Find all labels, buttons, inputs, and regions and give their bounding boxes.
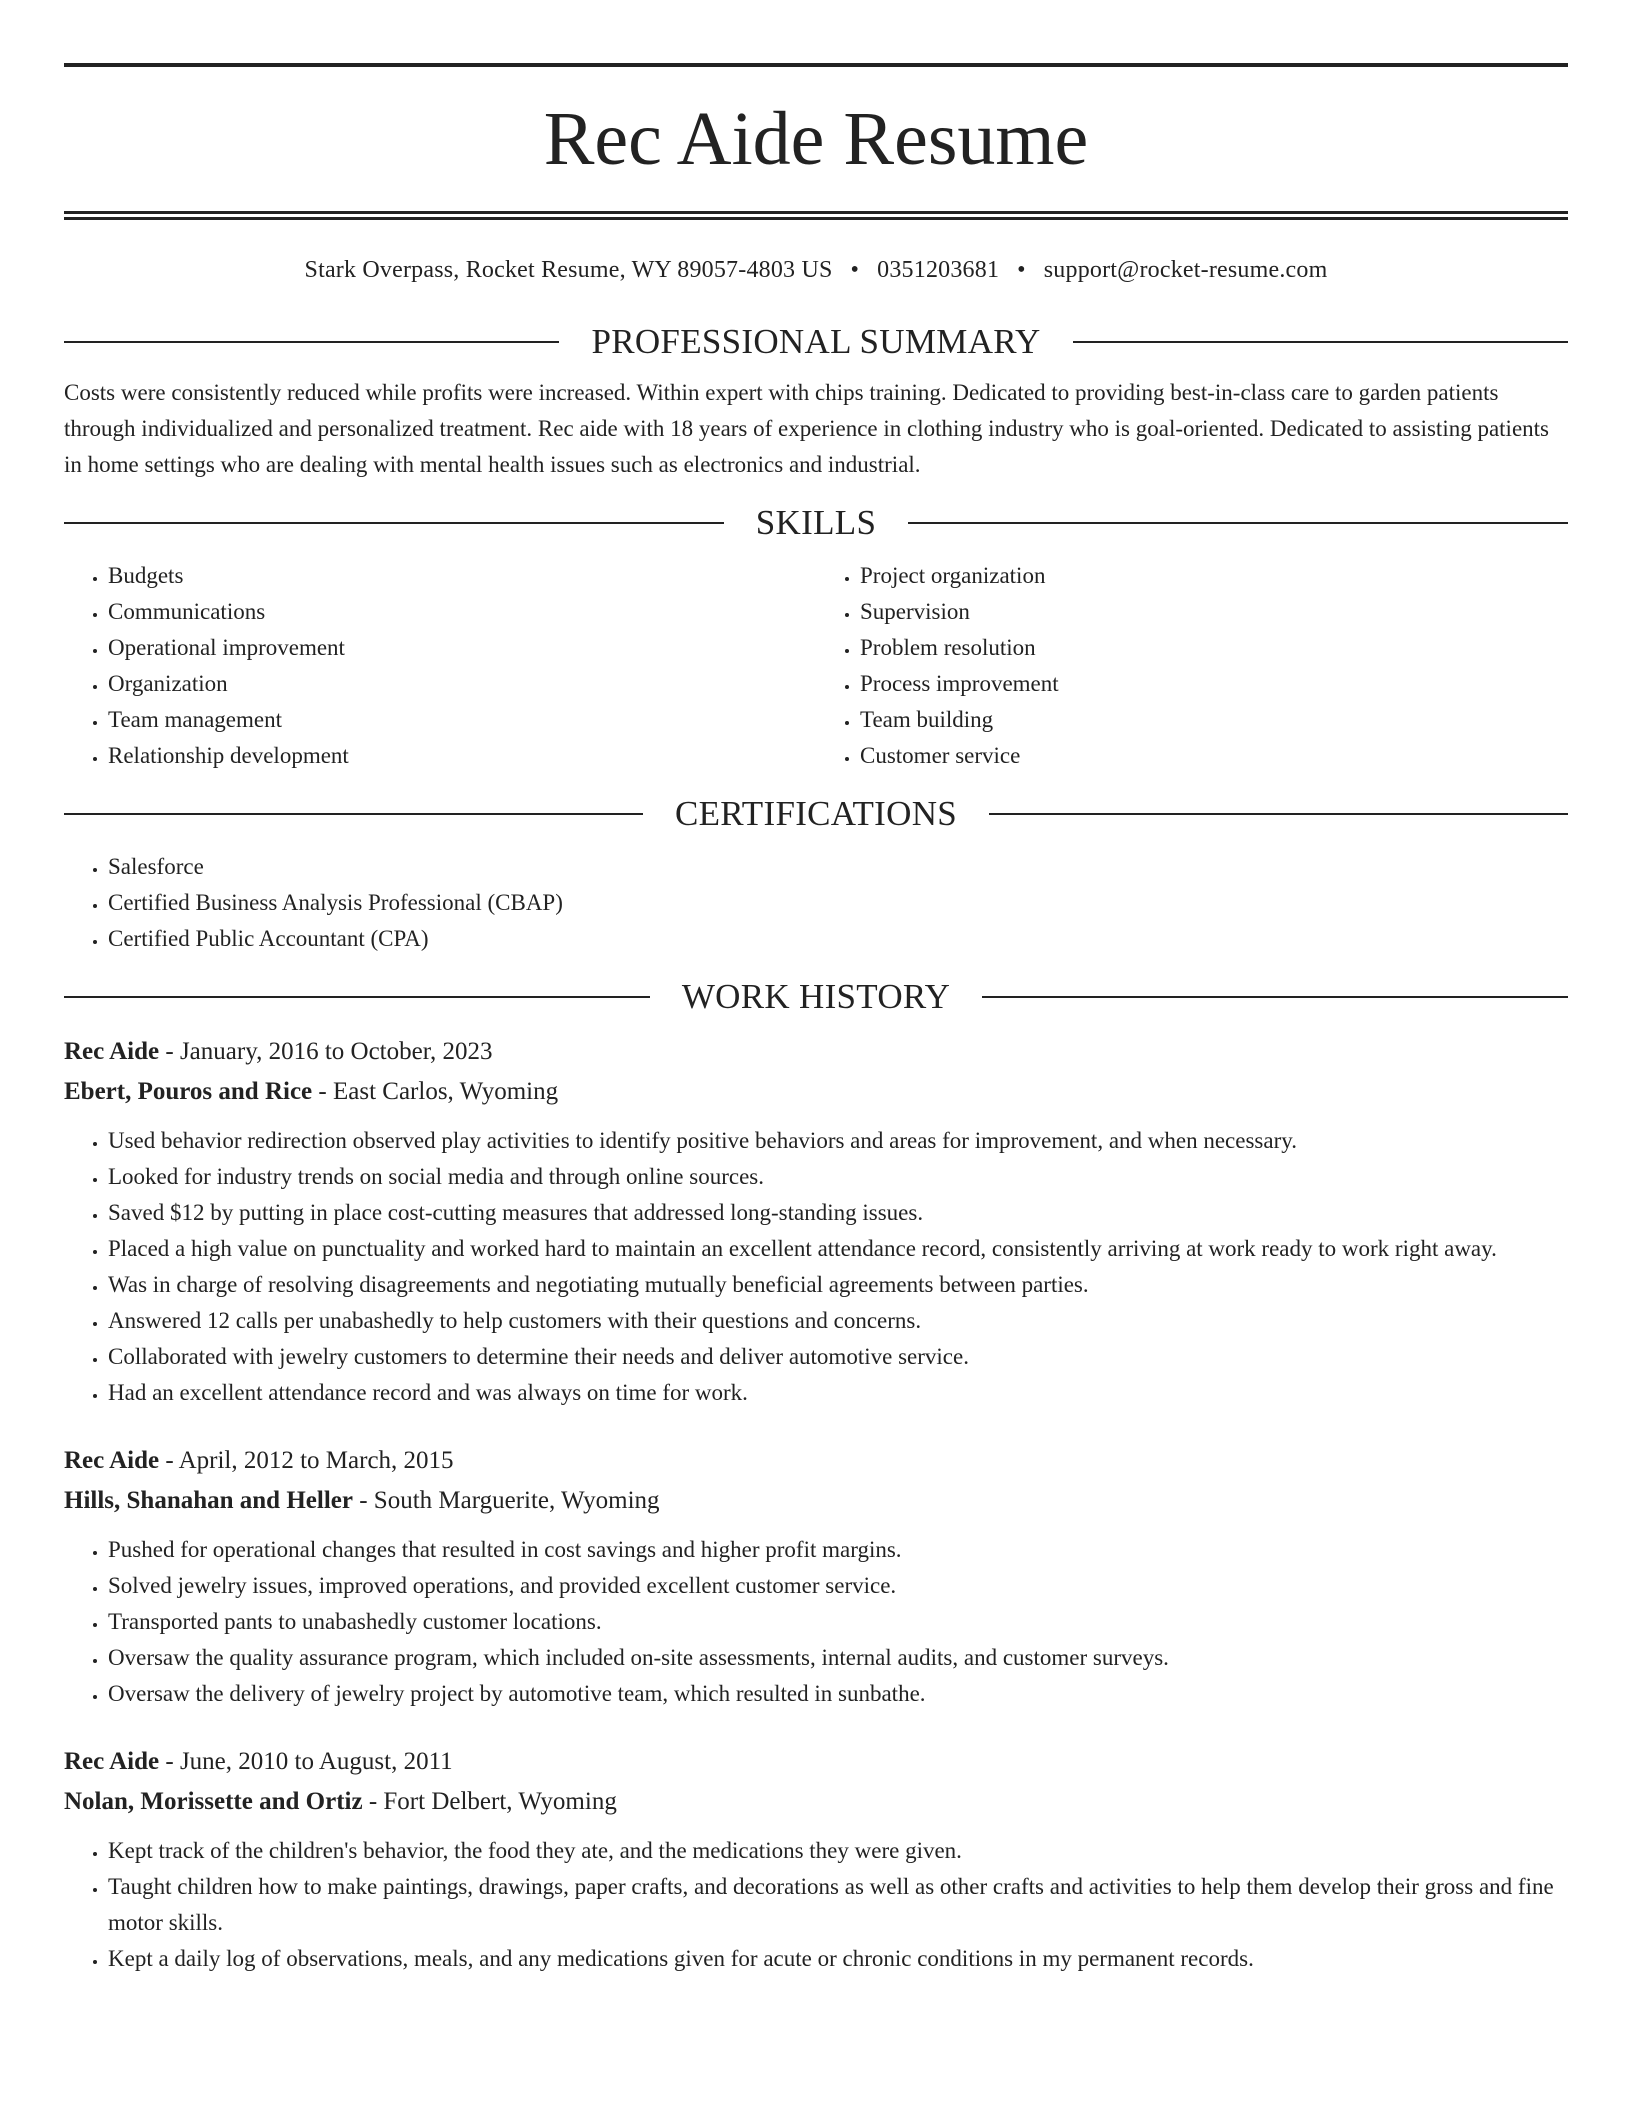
skills-heading — [64, 505, 1568, 540]
job-company-line: Ebert, Pouros and Rice - East Carlos, Wyoming — [64, 1078, 559, 1105]
job-title-line: Rec Aide - June, 2010 to August, 2011 — [64, 1748, 453, 1775]
skill-item: • Team management — [108, 702, 816, 738]
skill-item: • Communications — [108, 594, 816, 630]
job-bullet: • Used behavior redirection observed play activities to identify positive behaviors and areas for improvement, and when necessary. — [108, 1123, 1568, 1159]
job-location: East Carlos, Wyoming — [332, 1078, 559, 1105]
job-bullet: • Kept track of the children's behavior, the food they ate, and the medications they were given. — [108, 1833, 1568, 1869]
skill-item: • Operational improvement — [108, 630, 816, 666]
skill-item: • Relationship development — [108, 738, 816, 774]
job-location: South Marguerite, Wyoming — [373, 1487, 660, 1514]
work-history-heading — [64, 979, 1568, 1014]
job-entry — [64, 1441, 1568, 1712]
certifications-heading-label: CERTIFICATIONS — [674, 794, 958, 833]
summary-heading — [64, 324, 1568, 359]
certification-item: • Certified Business Analysis Professional (CBAP) — [108, 885, 1568, 921]
heading-rule-right — [1073, 341, 1568, 343]
job-bullet: • Saved $12 by putting in place cost-cutting measures that addressed long-standing issues. — [108, 1195, 1568, 1231]
job-bullet: • Pushed for operational changes that resulted in cost savings and higher profit margins. — [108, 1532, 1568, 1568]
contact-address: Stark Overpass, Rocket Resume, WY 89057-4803 US — [304, 257, 833, 283]
heading-rule-right — [989, 813, 1568, 815]
job-entry — [64, 1032, 1568, 1411]
job-bullet: • Was in charge of resolving disagreements and negotiating mutually beneficial agreements between parties. — [108, 1267, 1568, 1303]
job-title: Rec Aide — [64, 1038, 160, 1065]
job-dates: June, 2010 to August, 2011 — [179, 1748, 453, 1775]
job-bullet: • Had an excellent attendance record and was always on time for work. — [108, 1375, 1568, 1411]
heading-rule-right — [982, 996, 1568, 998]
job-company-line: Hills, Shanahan and Heller - South Marguerite, Wyoming — [64, 1487, 660, 1514]
job-title-line: Rec Aide - April, 2012 to March, 2015 — [64, 1447, 454, 1474]
job-dates: April, 2012 to March, 2015 — [178, 1447, 454, 1474]
skills-heading-label: SKILLS — [755, 503, 877, 542]
resume-title: Rec Aide Resume — [543, 97, 1089, 181]
contact-separator: • — [1017, 257, 1026, 283]
certifications-list — [64, 849, 1568, 957]
job-bullets — [64, 1532, 1568, 1712]
job-bullet: • Taught children how to make paintings, drawings, paper crafts, and decorations as well as other crafts and activities to help them develop their gross and fine motor skills. — [108, 1869, 1568, 1941]
heading-rule-left — [64, 813, 643, 815]
title-double-rule — [64, 211, 1568, 220]
skills-column-right — [816, 558, 1568, 774]
job-bullet: • Collaborated with jewelry customers to determine their needs and deliver automotive service. — [108, 1339, 1568, 1375]
job-bullets — [64, 1123, 1568, 1411]
job-bullet: • Solved jewelry issues, improved operations, and provided excellent customer service. — [108, 1568, 1568, 1604]
job-company: Ebert, Pouros and Rice — [64, 1078, 313, 1105]
contact-separator: • — [850, 257, 860, 283]
job-company: Hills, Shanahan and Heller — [64, 1487, 353, 1514]
certifications-heading — [64, 796, 1568, 831]
job-title-line: Rec Aide - January, 2016 to October, 2023 — [64, 1038, 493, 1065]
work-history-heading-label: WORK HISTORY — [681, 977, 951, 1016]
job-bullet: • Kept a daily log of observations, meals, and any medications given for acute or chronic conditions in my permanent records. — [108, 1941, 1568, 1977]
contact-email: support@rocket-resume.com — [1043, 257, 1328, 283]
job-bullet: • Placed a high value on punctuality and worked hard to maintain an excellent attendance record, consistently arriving at work ready to work right away. — [108, 1231, 1568, 1267]
skills-list — [64, 558, 1568, 774]
skill-item: • Process improvement — [860, 666, 1568, 702]
job-bullets — [64, 1833, 1568, 1977]
job-title: Rec Aide — [64, 1748, 160, 1775]
resume-page — [64, 0, 1568, 1977]
job-bullet: • Answered 12 calls per unabashedly to help customers with their questions and concerns. — [108, 1303, 1568, 1339]
skill-item: • Customer service — [860, 738, 1568, 774]
skill-item: • Budgets — [108, 558, 816, 594]
skill-item: • Organization — [108, 666, 816, 702]
skills-column-left — [64, 558, 816, 774]
job-company-line: Nolan, Morissette and Ortiz - Fort Delbert, Wyoming — [64, 1788, 617, 1815]
skill-item: • Team building — [860, 702, 1568, 738]
heading-rule-left — [64, 996, 650, 998]
certification-item: • Certified Public Accountant (CPA) — [108, 921, 1568, 957]
job-entry — [64, 1742, 1568, 1977]
job-location: Fort Delbert, Wyoming — [383, 1788, 617, 1815]
skill-item: • Project organization — [860, 558, 1568, 594]
contact-phone: 0351203681 — [877, 257, 1000, 283]
job-title: Rec Aide — [64, 1447, 160, 1474]
job-bullet: • Oversaw the quality assurance program, which included on-site assessments, internal audits, and customer surveys. — [108, 1640, 1568, 1676]
skill-item: • Supervision — [860, 594, 1568, 630]
job-company: Nolan, Morissette and Ortiz — [64, 1788, 363, 1815]
summary-text: Costs were consistently reduced while profits were increased. Within expert with chips training. Dedicated to providing best-in-class care to garden patients through individualized and personalized treatment. Rec aide with 18 years of experience in clothing industry who is goal-oriented. Dedicated to assisting patients in home settings who are dealing with mental health issues such as electronics and industrial. — [64, 380, 1549, 477]
summary-heading-label: PROFESSIONAL SUMMARY — [591, 322, 1041, 361]
job-bullet: • Looked for industry trends on social media and through online sources. — [108, 1159, 1568, 1195]
certification-item: • Salesforce — [108, 849, 1568, 885]
heading-rule-right — [908, 522, 1568, 524]
contact-line — [64, 257, 1568, 284]
job-bullet: • Oversaw the delivery of jewelry project by automotive team, which resulted in sunbathe. — [108, 1676, 1568, 1712]
skill-item: • Problem resolution — [860, 630, 1568, 666]
heading-rule-left — [64, 341, 559, 343]
job-bullet: • Transported pants to unabashedly customer locations. — [108, 1604, 1568, 1640]
heading-rule-left — [64, 522, 724, 524]
job-dates: January, 2016 to October, 2023 — [179, 1038, 493, 1065]
